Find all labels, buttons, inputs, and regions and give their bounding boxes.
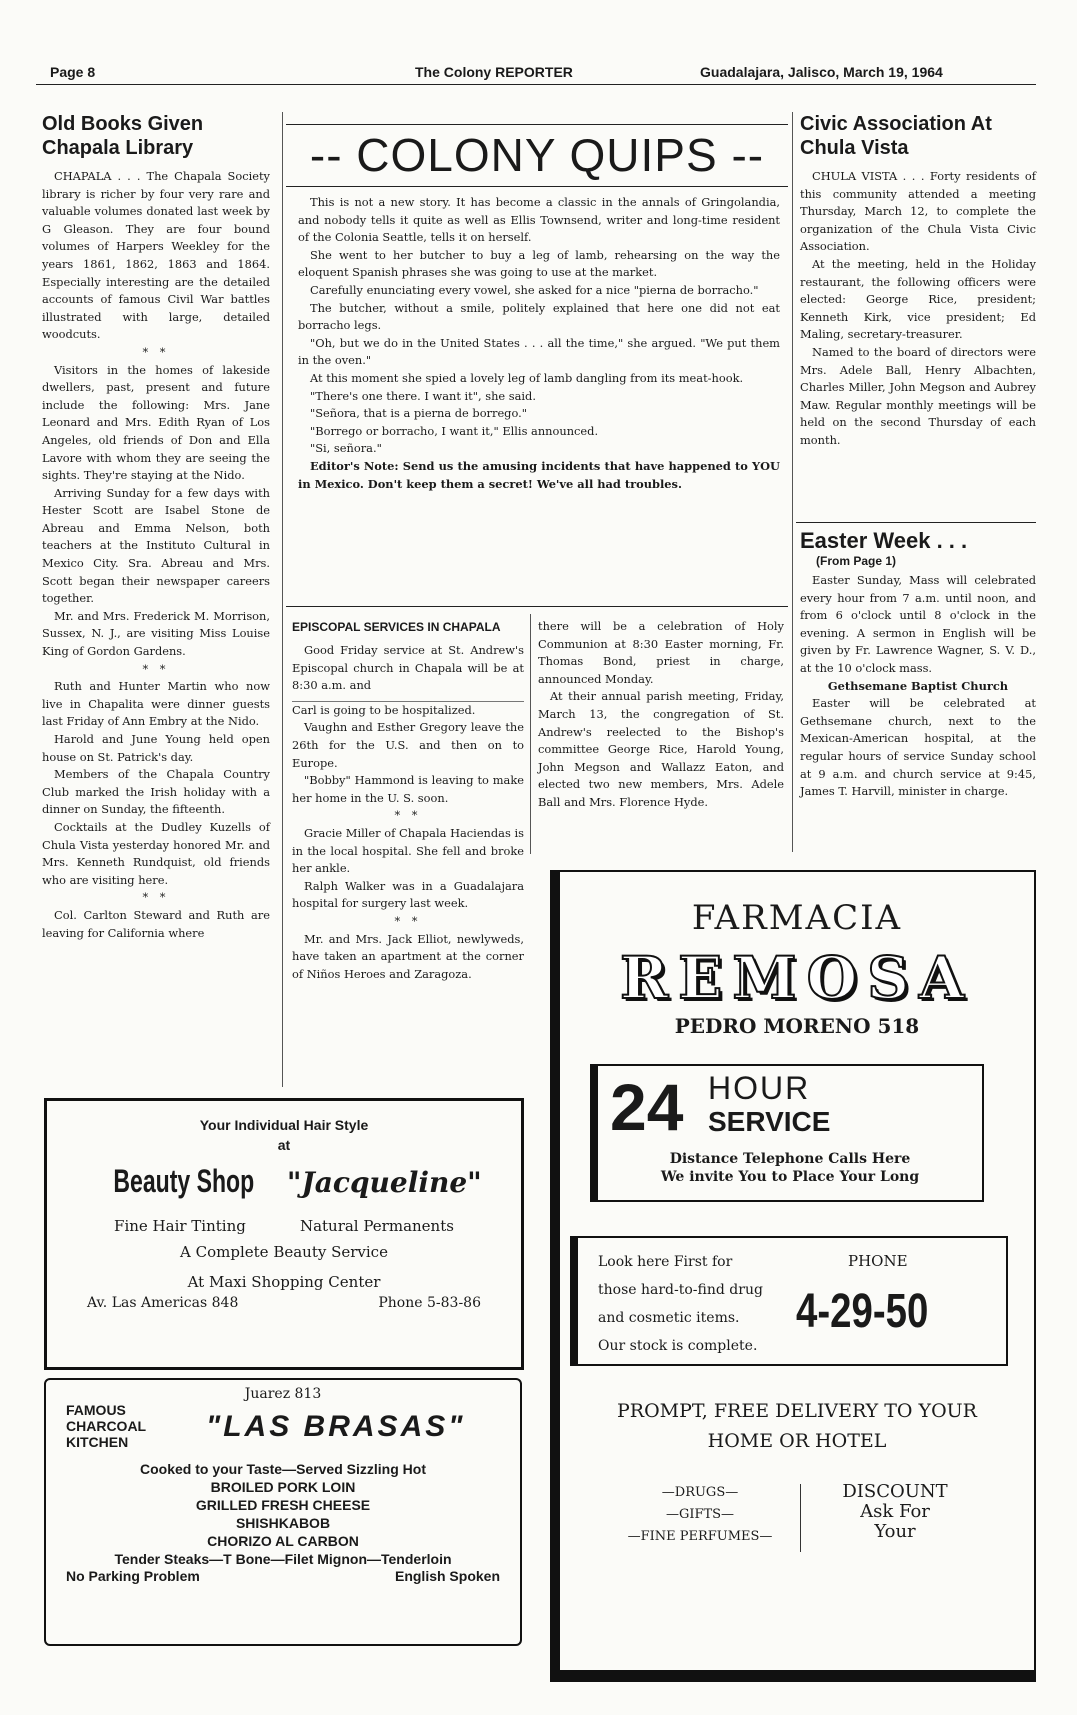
discount-label: DISCOUNT bbox=[842, 1481, 948, 1502]
brasas-tagline: Cooked to your Taste—Served Sizzling Hot bbox=[139, 1461, 426, 1477]
brasas-address: Juarez 813 bbox=[244, 1386, 322, 1402]
episcopal-p2: there will be a celebration of Holy Communion at 8:30 Easter morning, Fr. Thomas Bond, priest in charge, announced Monday. bbox=[538, 619, 784, 686]
episcopal-p3: At their annual parish meeting, Friday, March 13, the congregation of St. Andrew's reelected to the Bishop's committee George Rice, Harold Young, John Megson and Wallazz Eaton, and elected two new members, Mrs. Adele Ball and Mrs. Florence Hyde. bbox=[538, 689, 784, 809]
gifts-label: —GIFTS— bbox=[665, 1507, 735, 1522]
easter-headline: Easter Week . . . bbox=[800, 528, 968, 553]
quips-p8: "Señora, that is a pierna de borrego." bbox=[310, 406, 527, 421]
quips-p3: Carefully enunciating every vowel, she asked for a nice "pierna de borracho." bbox=[310, 282, 759, 297]
easter-p1: Easter Sunday, Mass will celebrated every hour from 7 a.m. until noon, and from 6 o'clock until 8 o'clock in the evening. A sermon in English will be given by Fr. Lawrence Wagner, S. V. D., at the 10 o'clock mass. bbox=[800, 573, 1036, 675]
beauty-name-b: "Jacqueline" bbox=[286, 1166, 482, 1199]
easter-subhead: Gethsemane Baptist Church bbox=[827, 678, 1009, 693]
quips-p6: At this moment she spied a lovely leg of lamb dangling from its meat-hook. bbox=[310, 370, 744, 385]
episcopal-article bbox=[292, 618, 524, 983]
column-rule bbox=[282, 112, 283, 1087]
chapala-article bbox=[42, 112, 270, 942]
middle-p4: Gracie Miller of Chapala Haciendas is in the local hospital. She fell and broke her ankle. bbox=[292, 825, 524, 876]
page-number: Page 8 bbox=[50, 64, 96, 80]
beauty-fine: Fine Hair Tinting bbox=[114, 1217, 246, 1235]
stock-box bbox=[570, 1236, 1008, 1366]
civic-article bbox=[800, 112, 1036, 450]
paper-name: The Colony REPORTER bbox=[415, 64, 573, 80]
masthead-rule bbox=[36, 84, 1036, 85]
episcopal-continued bbox=[538, 618, 784, 812]
your-label: Your bbox=[874, 1521, 916, 1542]
phone-label: PHONE bbox=[848, 1252, 908, 1270]
chapala-p4: Mr. and Mrs. Frederick M. Morrison, Sussex, N. J., are visiting Miss Louise King of Gordon Gardens. bbox=[42, 608, 270, 659]
middle-p5: Ralph Walker was in a Guadalajara hospital for surgery last week. bbox=[292, 878, 524, 911]
column-rule bbox=[530, 614, 531, 854]
look-line1: Look here First for bbox=[598, 1254, 733, 1270]
beauty-complete: A Complete Beauty Service bbox=[180, 1243, 388, 1261]
beauty-name-a: Beauty Shop bbox=[113, 1163, 255, 1199]
farmacia-word: FARMACIA bbox=[691, 898, 903, 938]
quips-p10: "Si, señora." bbox=[310, 441, 382, 456]
quips-p4: The butcher, without a smile, politely explained that here one did not eat borracho legs. bbox=[298, 300, 780, 333]
chapala-p5: Ruth and Hunter Martin who now live in Chapalita were dinner guests last Friday of Ann Embry at the Nido. bbox=[42, 679, 270, 729]
quips-rule-bottom bbox=[286, 186, 788, 187]
farmacia-ad bbox=[550, 870, 1036, 1682]
hour-number: 24 bbox=[610, 1070, 684, 1144]
beauty-line2: at bbox=[277, 1137, 291, 1153]
prompt-line2: HOME OR HOTEL bbox=[707, 1430, 887, 1452]
quips-rule-top bbox=[286, 124, 788, 125]
beauty-center: At Maxi Shopping Center bbox=[187, 1273, 381, 1291]
easter-from: (From Page 1) bbox=[816, 554, 897, 568]
beauty-shop-ad bbox=[44, 1098, 524, 1370]
distance-calls: Distance Telephone Calls Here bbox=[669, 1151, 911, 1167]
invite-line: We invite You to Place Your Long bbox=[660, 1169, 920, 1185]
beauty-natural: Natural Permanents bbox=[299, 1217, 454, 1235]
easter-article bbox=[800, 528, 1036, 801]
stars-divider: * * bbox=[394, 808, 422, 823]
beauty-phone: Phone 5-83-86 bbox=[378, 1295, 481, 1311]
stars-divider: * * bbox=[394, 913, 422, 928]
column-rule bbox=[792, 112, 793, 852]
quips-p9: "Borrego or borracho, I want it," Ellis announced. bbox=[310, 423, 599, 438]
beauty-line1: Your Individual Hair Style bbox=[199, 1117, 369, 1133]
brasas-english: English Spoken bbox=[394, 1568, 500, 1584]
middle-p3: "Bobby" Hammond is leaving to make her home in the U. S. soon. bbox=[292, 773, 524, 805]
prompt-line1: PROMPT, FREE DELIVERY TO YOUR bbox=[617, 1400, 977, 1422]
drugs-label: —DRUGS— bbox=[661, 1485, 739, 1500]
easter-p2: Easter will be celebrated at Gethsemane church, next to the Mexican-American hospital, at the regular hours of service Sunday school at 9 a.m. and church service at 9:45, James T. Harvill, minister in charge. bbox=[800, 696, 1036, 799]
chapala-p2: Visitors in the homes of lakeside dwellers, past, present and future include the following: Mrs. Jane Leonard and Mrs. Edith Ryan of Los Angeles, old friends of Don and Ella Lavore with whom they are seeing the sights. They're staying at the Nido. bbox=[42, 362, 270, 483]
look-line4: Our stock is complete. bbox=[598, 1338, 758, 1354]
ad-divider bbox=[800, 1484, 801, 1552]
civic-headline: Civic Association At Chula Vista bbox=[800, 113, 992, 159]
brasas-label2: CHARCOAL bbox=[66, 1418, 147, 1434]
editors-note: Editor's Note: Send us the amusing incidents that have happened to YOU in Mexico. Don't keep them a secret! We've all had troubles. bbox=[298, 458, 780, 491]
service-label: SERVICE bbox=[708, 1106, 831, 1137]
brasas-item2: GRILLED FRESH CHEESE bbox=[195, 1497, 371, 1513]
quips-end-rule bbox=[286, 606, 788, 607]
brasas-label1: FAMOUS bbox=[66, 1402, 126, 1418]
brasas-name: "LAS BRASAS" bbox=[206, 1410, 466, 1443]
civic-p3: Named to the board of directors were Mrs. Adele Ball, Henry Albachten, Charles Miller, John Megson and Aubrey Maw. Regular monthly meetings will be held on the second Thursday of each month. bbox=[800, 344, 1036, 447]
stars-divider: * * bbox=[142, 661, 170, 676]
brasas-item4: CHORIZO AL CARBON bbox=[207, 1533, 359, 1549]
brasas-item3: SHISHKABOB bbox=[235, 1515, 331, 1531]
las-brasas-ad bbox=[44, 1378, 522, 1646]
brasas-item1: BROILED PORK LOIN bbox=[210, 1479, 356, 1495]
quips-p7: "There's one there. I want it", she said. bbox=[310, 388, 536, 403]
look-line3: and cosmetic items. bbox=[598, 1310, 740, 1326]
chapala-p7: Members of the Chapala Country Club marked the Irish holiday with a dinner on Sunday, the fifteenth. bbox=[42, 767, 270, 817]
quips-p2: She went to her butcher to buy a leg of lamb, rehearsing on the way the eloquent Spanish phrases she was going to use at the market. bbox=[298, 247, 780, 280]
episcopal-p1: Good Friday service at St. Andrew's Episcopal church in Chapala will be at 8:30 a.m. and bbox=[292, 643, 524, 693]
middle-p6: Mr. and Mrs. Jack Elliot, newlyweds, have taken an apartment at the corner of Niños Heroes and Zaragoza. bbox=[292, 931, 524, 981]
dateline: Guadalajara, Jalisco, March 19, 1964 bbox=[700, 64, 943, 80]
chapala-p1: CHAPALA . . . The Chapala Society library is richer by four very rare and valuable volumes donated last week by G Gleason. They are four bound volumes of Harpers Weekley for the years 1861, 1862, 1863 and 1864. Especially interesting are the detailed accounts of famous Civil War battles illustrated with large, detailed woodcuts. bbox=[42, 169, 270, 342]
remosa-logo: REMOSA bbox=[619, 944, 975, 1012]
perfumes-label: —FINE PERFUMES— bbox=[627, 1529, 773, 1544]
look-line2: those hard-to-find drug bbox=[598, 1282, 763, 1298]
beauty-address: Av. Las Americas 848 bbox=[87, 1295, 239, 1311]
civic-p2: At the meeting, held in the Holiday restaurant, the following officers were elected: George Rice, president; Kenneth Kirk, vice president; Ed Maling, secretary-treasurer. bbox=[800, 256, 1036, 342]
middle-p2: Vaughn and Esther Gregory leave the 26th for the U.S. and then on to Europe. bbox=[292, 720, 524, 770]
episcopal-headline: EPISCOPAL SERVICES IN CHAPALA bbox=[292, 620, 501, 634]
civic-end-rule bbox=[796, 522, 1036, 523]
quips-p1: This is not a new story. It has become a classic in the annals of Gringolandia, and nobody tells it quite as well as Ellis Townsend, writer and long-time resident of the Colonia Seattle, tells it on herself. bbox=[298, 195, 780, 245]
quips-article bbox=[298, 194, 780, 493]
brasas-label3: KITCHEN bbox=[66, 1434, 129, 1450]
phone-number: 4-29-50 bbox=[796, 1285, 929, 1338]
civic-p1: CHULA VISTA . . . Forty residents of this community attended a meeting Thursday, March 12, to complete the organization of the Chula Vista Civic Association. bbox=[800, 169, 1036, 254]
quips-p5: "Oh, but we do in the United States . . . all the time," she argued. "We put them in the oven." bbox=[298, 335, 780, 368]
middle-p1: Carl is going to be hospitalized. bbox=[292, 701, 524, 720]
quips-title: -- COLONY QUIPS -- bbox=[309, 129, 765, 181]
hour-label: HOUR bbox=[708, 1070, 811, 1106]
brasas-parking: No Parking Problem bbox=[66, 1568, 200, 1584]
hour-service-box bbox=[590, 1064, 984, 1202]
chapala-p8: Cocktails at the Dudley Kuzells of Chula Vista yesterday honored Mr. and Mrs. Kenneth Rundquist, old friends who are visiting here. bbox=[42, 819, 270, 887]
chapala-p6: Harold and June Young held open house on St. Patrick's day. bbox=[42, 732, 270, 764]
stars-divider: * * bbox=[142, 344, 170, 359]
chapala-p3: Arriving Sunday for a few days with Hester Scott are Isabel Stone de Abreau and Emma Nelson, both teachers at the Instituto Cultural in Mexico City. Sra. Abreau and Mrs. Scott began their newspaper careers together. bbox=[42, 485, 270, 606]
ask-label: Ask For bbox=[860, 1501, 930, 1522]
chapala-p9: Col. Carlton Steward and Ruth are leaving for California where bbox=[42, 907, 270, 940]
brasas-steaks: Tender Steaks—T Bone—Filet Mignon—Tenderloin bbox=[114, 1551, 452, 1567]
farmacia-address: PEDRO MORENO 518 bbox=[674, 1014, 920, 1038]
chapala-headline: Old Books Given Chapala Library bbox=[42, 113, 204, 159]
stars-divider: * * bbox=[142, 890, 170, 905]
